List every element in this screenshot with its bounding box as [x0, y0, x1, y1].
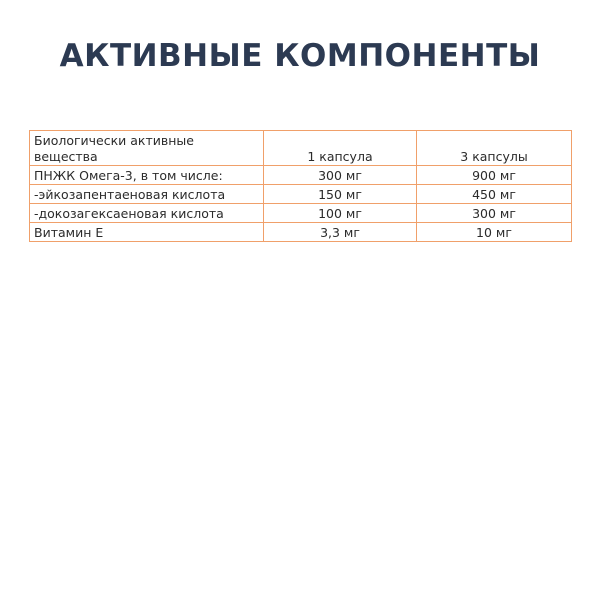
row-one-capsule: 3,3 мг — [264, 223, 417, 242]
table-header-row — [30, 131, 572, 166]
header-one-capsule: 1 капсула — [264, 131, 417, 166]
row-one-capsule: 300 мг — [264, 166, 417, 185]
table-row — [30, 185, 572, 204]
row-three-capsules: 900 мг — [417, 166, 572, 185]
row-name: -эйкозапентаеновая кислота — [30, 185, 264, 204]
page-title: АКТИВНЫЕ КОМПОНЕНТЫ — [59, 38, 541, 74]
row-three-capsules: 10 мг — [417, 223, 572, 242]
row-three-capsules: 450 мг — [417, 185, 572, 204]
row-one-capsule: 150 мг — [264, 185, 417, 204]
header-substances: Биологически активные вещества — [30, 131, 264, 166]
row-three-capsules: 300 мг — [417, 204, 572, 223]
table-row — [30, 204, 572, 223]
header-three-capsules: 3 капсулы — [417, 131, 572, 166]
row-name: Витамин Е — [30, 223, 264, 242]
row-one-capsule: 100 мг — [264, 204, 417, 223]
row-name: -докозагексаеновая кислота — [30, 204, 264, 223]
row-name: ПНЖК Омега-3, в том числе: — [30, 166, 264, 185]
active-components-table — [29, 130, 572, 242]
table-row — [30, 166, 572, 185]
table-row — [30, 223, 572, 242]
